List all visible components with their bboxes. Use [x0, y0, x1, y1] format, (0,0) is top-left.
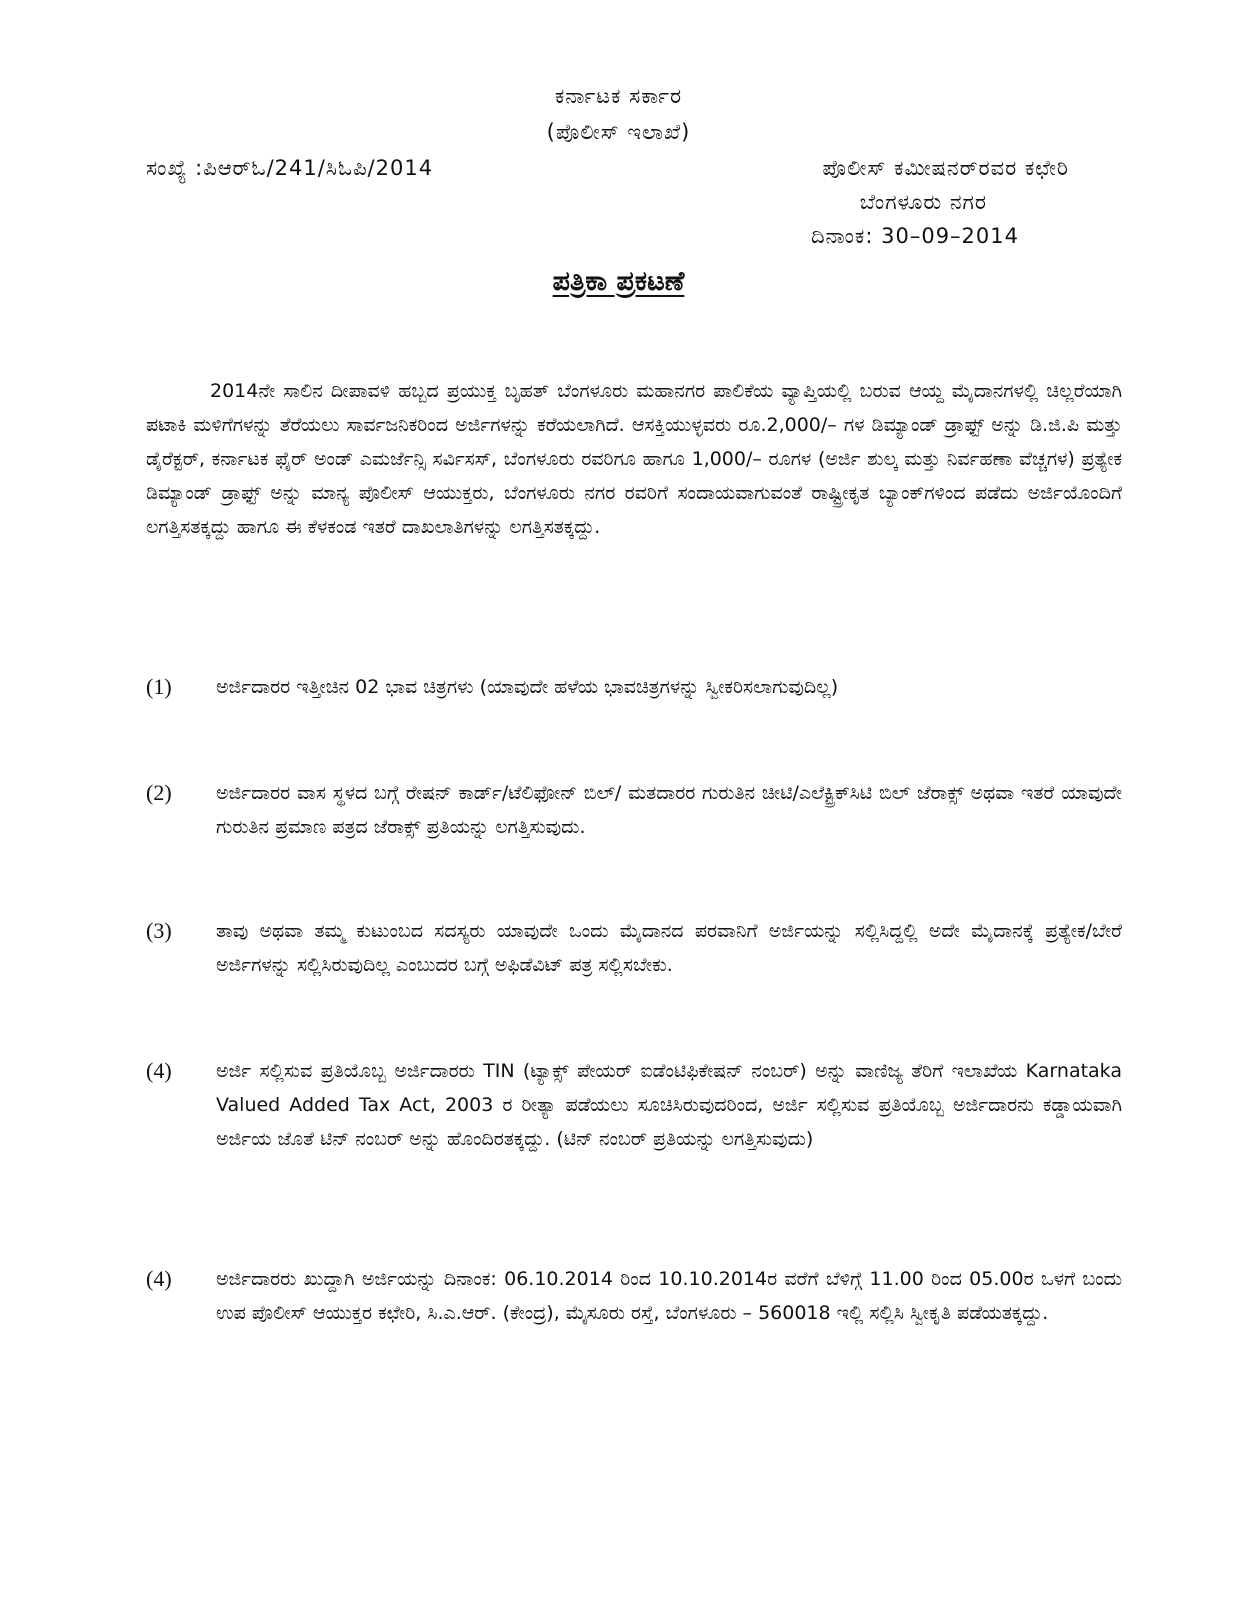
item-number: (3)	[146, 918, 172, 943]
reference-number: ಸಂಖ್ಯೆ :ಪಿಆರ್‌ಓ/241/ಸಿಓಪಿ/2014	[146, 156, 434, 180]
item-number: (1)	[146, 674, 172, 699]
item-text: ತಾವು ಅಥವಾ ತಮ್ಮ ಕುಟುಂಬದ ಸದಸ್ಯರು ಯಾವುದೇ ಒಂದು ಮೈದಾನದ ಪರವಾನಿಗೆ ಅರ್ಜಿಯನ್ನು ಸಲ್ಲಿಸಿದ್ದಲ್ಲಿ ಅದೇ ಮೈದಾನಕ್ಕೆ ಪ್ರತ್ಯೇಕ/ಬೇರೆ ಅರ್ಜಿಗಳನ್ನು ಸಲ್ಲಿಸಿರುವುದಿಲ್ಲ ಎಂಬುದರ ಬಗ್ಗೆ ಅಫಿಡೆವಿಟ್ ಪತ್ರ ಸಲ್ಲಿಸಬೇಕು.	[216, 920, 1122, 976]
item-text: ಅರ್ಜಿದಾರರು ಖುದ್ದಾಗಿ ಅರ್ಜಿಯನ್ನು ದಿನಾಂಕ: 06.10.2014 ರಿಂದ 10.10.2014ರ ವರೆಗೆ ಬೆಳಿಗ್ಗೆ 11.00 ರಿಂದ 05.00ರ ಒಳಗೆ ಬಂದು ಉಪ ಪೊಲೀಸ್ ಆಯುಕ್ತರ ಕಛೇರಿ, ಸಿ.ಎ.ಆರ್. (ಕೇಂದ್ರ), ಮೈಸೂರು ರಸ್ತೆ, ಬೆಂಗಳೂರು – 560018 ಇಲ್ಲಿ ಸಲ್ಲಿಸಿ ಸ್ವೀಕೃತಿ ಪಡೆಯತಕ್ಕದ್ದು.	[216, 1268, 1122, 1324]
item-number: (2)	[146, 780, 172, 805]
item-number: (4)	[146, 1266, 172, 1291]
document-date: ದಿನಾಂಕ: 30–09–2014	[810, 224, 1019, 248]
item-number: (4)	[146, 1058, 172, 1083]
item-text: ಅರ್ಜಿದಾರರ ವಾಸ ಸ್ಥಳದ ಬಗ್ಗೆ ರೇಷನ್ ಕಾರ್ಡ್/ಟೆಲಿಫೋನ್ ಬಿಲ್/ ಮತದಾರರ ಗುರುತಿನ ಚೀಟಿ/ಎಲೆಕ್ಟ್ರಿಕ್‌ಸಿಟಿ ಬಿಲ್ ಜೆರಾಕ್ಸ್ ಅಥವಾ ಇತರೆ ಯಾವುದೇ ಗುರುತಿನ ಪ್ರಮಾಣ ಪತ್ರದ ಜೆರಾಕ್ಸ್ ಪ್ರತಿಯನ್ನು ಲಗತ್ತಿಸುವುದು.	[216, 782, 1122, 838]
page-title: ಪತ್ರಿಕಾ ಪ್ರಕಟಣೆ	[552, 266, 685, 297]
department-heading: (ಪೊಲೀಸ್ ಇಲಾಖೆ)	[546, 120, 691, 144]
office-name: ಪೊಲೀಸ್ ಕಮೀಷನರ್‌ರವರ ಕಛೇರಿ	[822, 156, 1069, 180]
intro-paragraph: 2014ನೇ ಸಾಲಿನ ದೀಪಾವಳಿ ಹಬ್ಬದ ಪ್ರಯುಕ್ತ ಬೃಹತ್ ಬೆಂಗಳೂರು ಮಹಾನಗರ ಪಾಲಿಕೆಯ ವ್ಯಾಪ್ತಿಯಲ್ಲಿ ಬರುವ ಆಯ್ದ ಮೈದಾನಗಳಲ್ಲಿ ಚಿಲ್ಲರೆಯಾಗಿ ಪಟಾಕಿ ಮಳಿಗೆಗಳನ್ನು ತೆರೆಯಲು ಸಾರ್ವಜನಿಕರಿಂದ ಅರ್ಜಿಗಳನ್ನು ಕರೆಯಲಾಗಿದೆ. ಆಸಕ್ತಿಯುಳ್ಳವರು ರೂ.2,000/– ಗಳ ಡಿಮ್ಯಾಂಡ್ ಡ್ರಾಫ್ಟ್ ಅನ್ನು ಡಿ.ಜಿ.ಪಿ ಮತ್ತು ಡೈರೆಕ್ಟರ್, ಕರ್ನಾಟಕ ಫೈರ್ ಅಂಡ್ ಎಮರ್ಜೆನ್ಸಿ ಸರ್ವಿಸಸ್, ಬೆಂಗಳೂರು ರವರಿಗೂ ಹಾಗೂ 1,000/– ರೂಗಳ (ಅರ್ಜಿ ಶುಲ್ಕ ಮತ್ತು ನಿರ್ವಹಣಾ ವೆಚ್ಚಗಳ) ಪ್ರತ್ಯೇಕ ಡಿಮ್ಯಾಂಡ್ ಡ್ರಾಫ್ಟ್ ಅನ್ನು ಮಾನ್ಯ ಪೊಲೀಸ್ ಆಯುಕ್ತರು, ಬೆಂಗಳೂರು ನಗರ ರವರಿಗೆ ಸಂದಾಯವಾಗುವಂತೆ ರಾಷ್ಟ್ರೀಕೃತ ಬ್ಯಾಂಕ್‌ಗಳಿಂದ ಪಡೆದು ಅರ್ಜಿಯೊಂದಿಗೆ ಲಗತ್ತಿಸತಕ್ಕದ್ದು ಹಾಗೂ ಈ ಕೆಳಕಂಡ ಇತರೆ ದಾಖಲಾತಿಗಳನ್ನು ಲಗತ್ತಿಸತಕ್ಕದ್ದು.	[146, 380, 1122, 538]
government-heading: ಕರ್ನಾಟಕ ಸರ್ಕಾರ	[554, 84, 683, 108]
item-text: ಅರ್ಜಿ ಸಲ್ಲಿಸುವ ಪ್ರತಿಯೊಬ್ಬ ಅರ್ಜಿದಾರರು TIN (ಟ್ಯಾಕ್ಸ್ ಪೇಯರ್ ಐಡೆಂಟಿಫಿಕೇಷನ್ ನಂಬರ್) ಅನ್ನು ವಾಣಿಜ್ಯ ತೆರಿಗೆ ಇಲಾಖೆಯ Karnataka Valued Added Tax Act, 2003 ರ ರೀತ್ಯಾ ಪಡೆಯಲು ಸೂಚಿಸಿರುವುದರಿಂದ, ಅರ್ಜಿ ಸಲ್ಲಿಸುವ ಪ್ರತಿಯೊಬ್ಬ ಅರ್ಜಿದಾರನು ಕಡ್ಡಾಯವಾಗಿ ಅರ್ಜಿಯ ಜೊತೆ ಟಿನ್ ನಂಬರ್ ಅನ್ನು ಹೊಂದಿರತಕ್ಕದ್ದು. (ಟಿನ್ ನಂಬರ್ ಪ್ರತಿಯನ್ನು ಲಗತ್ತಿಸುವುದು)	[216, 1060, 1122, 1150]
office-city: ಬೆಂಗಳೂರು ನಗರ	[859, 190, 987, 214]
item-text: ಅರ್ಜಿದಾರರ ಇತ್ತೀಚಿನ 02 ಭಾವ ಚಿತ್ರಗಳು (ಯಾವುದೇ ಹಳೆಯ ಭಾವಚಿತ್ರಗಳನ್ನು ಸ್ವೀಕರಿಸಲಾಗುವುದಿಲ್ಲ)	[216, 676, 839, 698]
